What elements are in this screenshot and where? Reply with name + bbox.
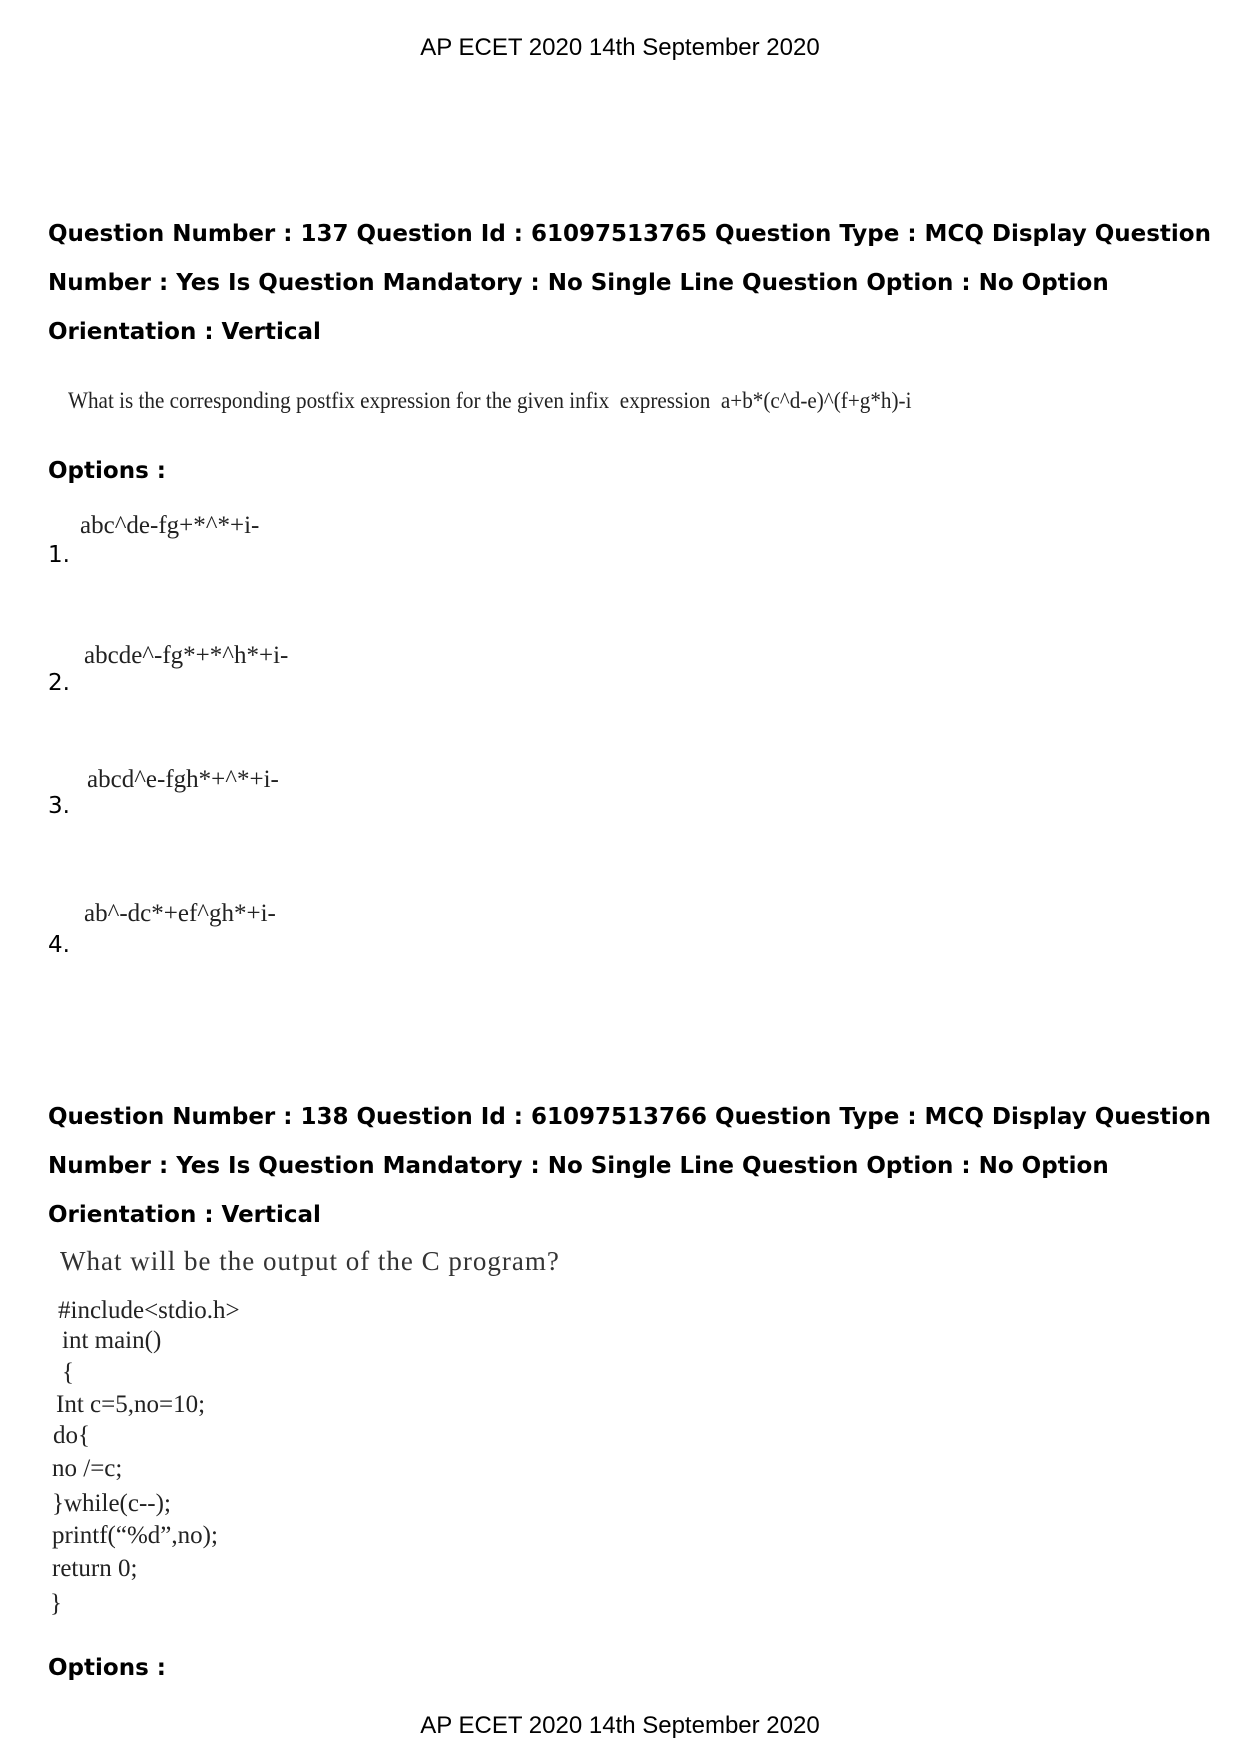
option-1-text: abc^de-fg+*^*+i- — [80, 512, 260, 539]
question-meta-line: Number : Yes Is Question Mandatory : No Single Line Question Option : No Option — [48, 1153, 1109, 1179]
question-meta-line: Number : Yes Is Question Mandatory : No Single Line Question Option : No Option — [48, 270, 1109, 296]
code-line: do{ — [53, 1422, 90, 1449]
question-137-meta — [48, 210, 1211, 357]
question-meta-line: Question Number : 138 Question Id : 61097513766 Question Type : MCQ Display Question — [48, 1104, 1211, 1130]
option-2-text: abcde^-fg*+*^h*+i- — [84, 642, 289, 669]
code-line: no /=c; — [52, 1455, 123, 1482]
code-line: } — [50, 1590, 62, 1617]
code-line: { — [62, 1359, 74, 1386]
code-line: Int c=5,no=10; — [56, 1391, 206, 1418]
option-1-number: 1. — [48, 542, 70, 568]
option-3-number: 3. — [48, 793, 70, 819]
code-line: }while(c--); — [52, 1490, 171, 1517]
code-line: printf(“%d”,no); — [52, 1522, 218, 1549]
option-2-number: 2. — [48, 670, 70, 696]
question-137-text: What is the corresponding postfix expression for the given infix expression a+b*(c^d-e)^(f+g*h)-i — [68, 388, 912, 413]
page-header: AP ECET 2020 14th September 2020 — [420, 34, 820, 61]
options-label: Options : — [48, 1655, 166, 1681]
page-footer: AP ECET 2020 14th September 2020 — [420, 1712, 820, 1739]
code-line: return 0; — [52, 1555, 138, 1582]
code-line: int main() — [62, 1327, 162, 1354]
code-line: #include<stdio.h> — [58, 1297, 240, 1324]
question-meta-line: Orientation : Vertical — [48, 319, 321, 345]
option-4-text: ab^-dc*+ef^gh*+i- — [84, 900, 276, 927]
question-138-meta — [48, 1093, 1211, 1240]
options-label: Options : — [48, 458, 166, 484]
question-meta-line: Question Number : 137 Question Id : 61097513765 Question Type : MCQ Display Question — [48, 221, 1211, 247]
option-3-text: abcd^e-fgh*+^*+i- — [87, 766, 279, 793]
option-4-number: 4. — [48, 932, 70, 958]
question-meta-line: Orientation : Vertical — [48, 1202, 321, 1228]
question-138-text: What will be the output of the C program? — [60, 1246, 560, 1276]
